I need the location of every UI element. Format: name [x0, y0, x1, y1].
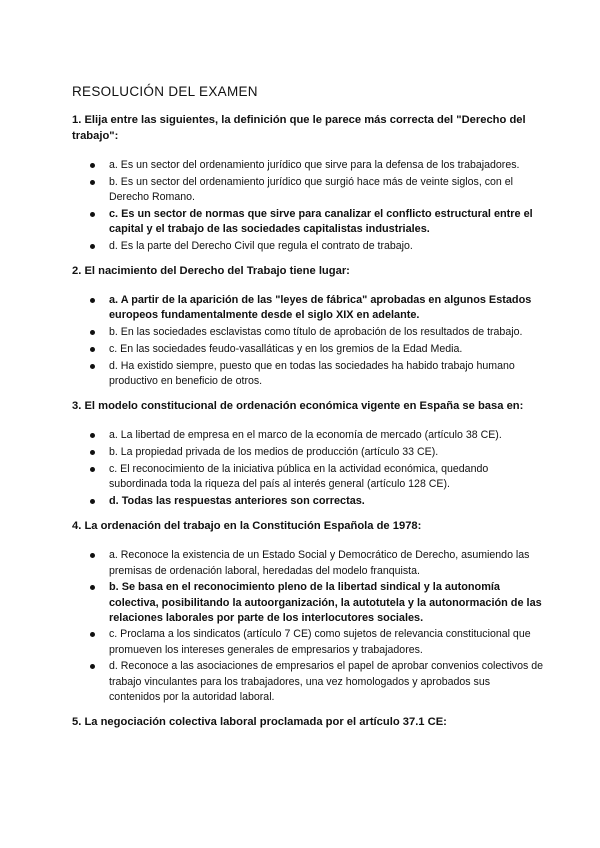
answer-option — [90, 175, 544, 205]
option-text: c. En las sociedades feudo-vasalláticas y en los gremios de la Edad Media. — [109, 342, 463, 355]
correct-answer-option — [90, 494, 544, 509]
option-text: b. La propiedad privada de los medios de producción (artículo 33 CE). — [109, 446, 439, 459]
option-list — [72, 293, 544, 389]
correct-answer-option — [90, 293, 544, 323]
answer-option — [90, 342, 544, 357]
bullet-icon — [90, 298, 95, 303]
question-text: 5. La negociación colectiva laboral proclamada por el artículo 37.1 CE: — [72, 715, 447, 728]
question-text: 2. El nacimiento del Derecho del Trabajo tiene lugar: — [72, 264, 350, 277]
answer-option — [90, 428, 544, 443]
bullet-icon — [90, 347, 95, 352]
option-text: a. Reconoce la existencia de un Estado Social y Democrático de Derecho, asumiendo las premisas de ordenación laboral, heredadas del modelo franquista. — [109, 549, 530, 577]
correct-answer-option — [90, 207, 544, 237]
option-list — [72, 428, 544, 509]
question-block — [72, 715, 544, 731]
bullet-icon — [90, 585, 95, 590]
option-text: d. Reconoce a las asociaciones de empresarios el papel de aprobar convenios colectivos de trabajo vinculantes para los trabajadores, una vez homologados y aprobados sus contenidos por la autoridad laboral. — [109, 660, 544, 703]
option-text: a. La libertad de empresa en el marco de la economía de mercado (artículo 38 CE). — [109, 429, 502, 442]
question-block — [72, 264, 544, 389]
option-list — [72, 548, 544, 705]
answer-option — [90, 659, 544, 705]
option-text: c. Proclama a los sindicatos (artículo 7 CE) como sujetos de relevancia constitucional que promueven los intereses generales de empresarios y trabajadores. — [109, 628, 531, 656]
answer-option — [90, 548, 544, 578]
question-text: 4. La ordenación del trabajo en la Constitución Española de 1978: — [72, 519, 422, 532]
option-text: c. El reconocimiento de la iniciativa pública en la actividad económica, quedando subordinada toda la riqueza del país al interés general (artículo 128 CE). — [109, 462, 489, 491]
bullet-icon — [90, 499, 95, 504]
option-text: a. Es un sector del ordenamiento jurídico que sirve para la defensa de los trabajadores. — [109, 159, 520, 171]
bullet-icon — [90, 163, 95, 168]
bullet-icon — [90, 553, 95, 558]
bullet-icon — [90, 244, 95, 249]
answer-option — [90, 445, 544, 460]
option-list — [72, 158, 544, 254]
option-text: d. Es la parte del Derecho Civil que regula el contrato de trabajo. — [109, 239, 413, 252]
question-block — [72, 519, 544, 705]
bullet-icon — [90, 180, 95, 185]
answer-option — [90, 158, 544, 173]
question-list — [72, 113, 544, 730]
question-text: 1. Elija entre las siguientes, la definición que le parece más correcta del "Derecho del trabajo": — [72, 114, 526, 142]
bullet-icon — [90, 212, 95, 217]
option-text: b. Se basa en el reconocimiento pleno de la libertad sindical y la autonomía colectiva, posibilitando la autoorganización, la autotutela y la autonormación de las relaciones laborales por parte de los interlocutores sociales. — [109, 581, 542, 624]
bullet-icon — [90, 330, 95, 335]
option-text: a. A partir de la aparición de las "leyes de fábrica" aprobadas en algunos Estados europeos fundamentalmente desde el siglo XIX en adelante. — [109, 294, 532, 322]
answer-option — [90, 359, 544, 389]
answer-option — [90, 462, 544, 492]
option-text: d. Ha existido siempre, puesto que en todas las sociedades ha habido trabajo humano productivo en beneficio de otros. — [109, 359, 515, 387]
option-text: b. Es un sector del ordenamiento jurídico que surgió hace más de veinte siglos, con el Derecho Romano. — [109, 175, 513, 203]
option-text: c. Es un sector de normas que sirve para canalizar el conflicto estructural entre el capital y el trabajo de las sociedades capitalistas industriales. — [109, 207, 533, 235]
document-title: RESOLUCIÓN DEL EXAMEN — [72, 84, 258, 99]
bullet-icon — [90, 450, 95, 455]
bullet-icon — [90, 364, 95, 369]
question-block — [72, 399, 544, 509]
option-text: d. Todas las respuestas anteriores son correctas. — [109, 494, 365, 507]
bullet-icon — [90, 664, 95, 669]
question-block — [72, 113, 544, 254]
answer-option — [90, 325, 544, 340]
answer-option — [90, 627, 544, 657]
question-text: 3. El modelo constitucional de ordenación económica vigente en España se basa en: — [72, 399, 524, 412]
correct-answer-option — [90, 580, 544, 626]
option-text: b. En las sociedades esclavistas como título de aprobación de los resultados de trabajo. — [109, 326, 523, 339]
bullet-icon — [90, 433, 95, 438]
bullet-icon — [90, 632, 95, 637]
answer-option — [90, 239, 544, 254]
bullet-icon — [90, 467, 95, 472]
